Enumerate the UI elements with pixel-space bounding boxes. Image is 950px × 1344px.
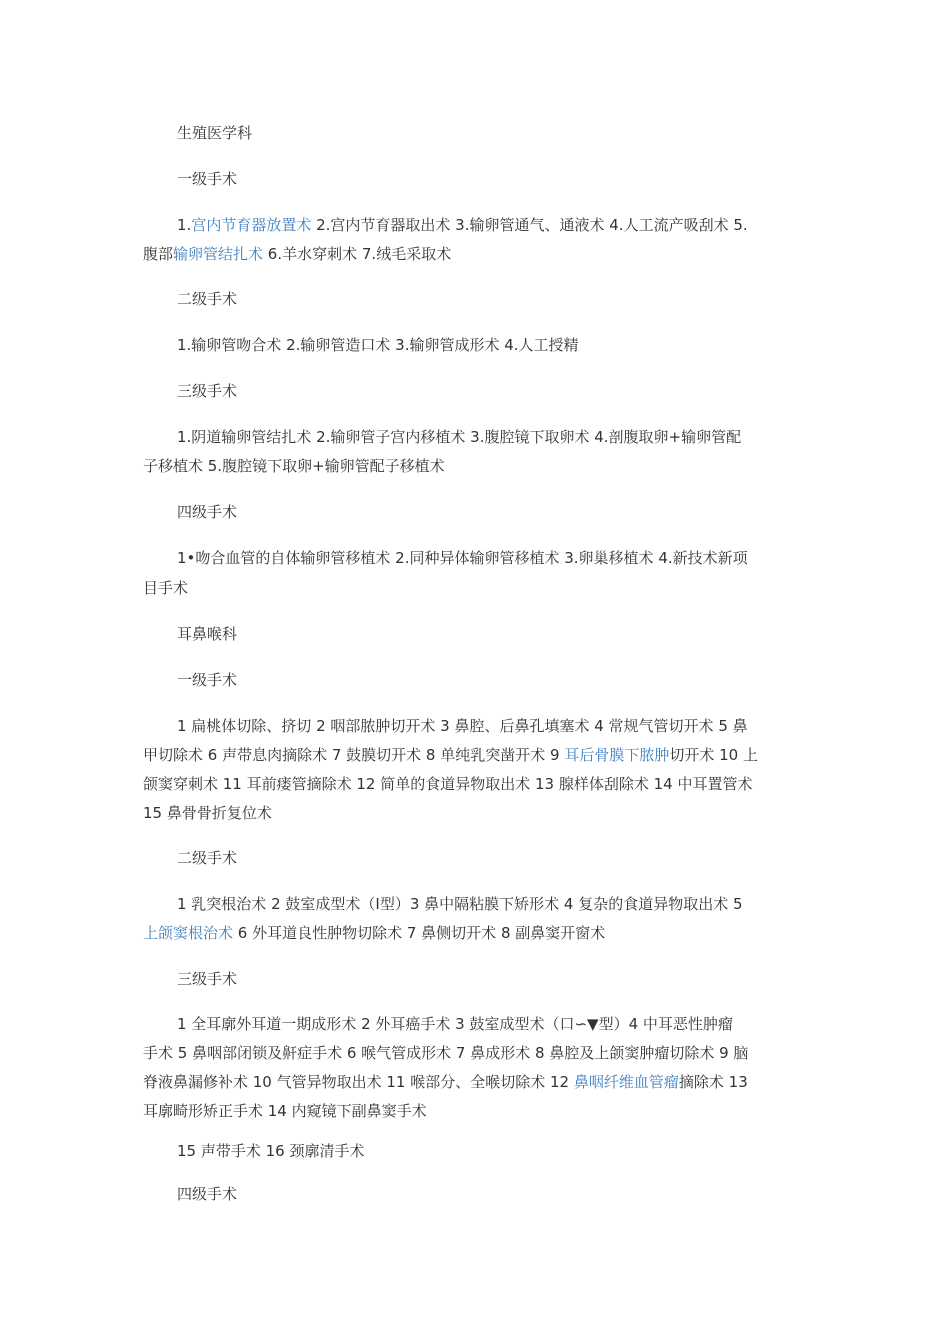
text-line: [143, 1101, 813, 1121]
text-run: 1 乳突根治术 2 鼓室成型术（Ⅰ型）3 鼻中隔粘膜下矫形术 4 复杂的食道异物取出术 5: [177, 895, 743, 913]
hyperlink-nasopharyngeal-angiofibroma[interactable]: 鼻咽纤维血管瘤: [573, 1073, 679, 1091]
text-run: 手术 5 鼻咽部闭锁及鼾症手术 6 喉气管成形术 7 鼻成形术 8 鼻腔及上颌窦肿瘤切除术 9 脑: [143, 1044, 749, 1062]
text-line: [143, 335, 813, 355]
text-run: 甲切除术 6 声带息肉摘除术 7 鼓膜切开术 8 单纯乳突凿开术 9: [143, 746, 565, 764]
text-line: [143, 1043, 813, 1063]
section-title: 耳鼻喉科: [177, 625, 238, 643]
text-run: 腹部: [143, 245, 174, 263]
level-heading: 一级手术: [177, 170, 238, 188]
text-run: 1 全耳廓外耳道一期成形术 2 外耳癌手术 3 鼓室成型术（口∽▼型）4 中耳恶性肿瘤: [177, 1015, 733, 1033]
text-line: [143, 548, 813, 568]
text-run: 摘除术 13: [678, 1073, 748, 1091]
text-run: 子移植术 5.腹腔镜下取卵+输卵管配子移植术: [143, 457, 445, 475]
text-run: 1.输卵管吻合术 2.输卵管造口术 3.输卵管成形术 4.人工授精: [177, 336, 579, 354]
section-title: 生殖医学科: [177, 124, 253, 142]
text-line: [143, 745, 813, 765]
text-line: [143, 244, 813, 264]
level-heading: 一级手术: [177, 671, 238, 689]
level-heading: 四级手术: [177, 503, 238, 521]
text-run: 目手术: [143, 579, 189, 597]
text-run: 15 鼻骨骨折复位术: [143, 804, 272, 822]
text-line: [143, 923, 813, 943]
text-run: 6 外耳道良性肿物切除术 7 鼻侧切开术 8 副鼻窦开窗术: [233, 924, 606, 942]
level-heading: 三级手术: [177, 970, 238, 988]
text-line: [143, 427, 813, 447]
level-heading: 三级手术: [177, 382, 238, 400]
text-line: [143, 1014, 813, 1034]
text-run: 6.羊水穿刺术 7.绒毛采取术: [263, 245, 452, 263]
hyperlink-subperiosteal-abscess[interactable]: 耳后骨膜下脓肿: [564, 746, 670, 764]
text-line: [143, 215, 813, 235]
text-run: 15 声带手术 16 颈廓清手术: [177, 1142, 365, 1160]
text-run: 耳廓畸形矫正手术 14 内窥镜下副鼻窦手术: [143, 1102, 427, 1120]
text-run: 1.: [177, 216, 192, 234]
text-run: 2.宫内节育器取出术 3.输卵管通气、通液术 4.人工流产吸刮术 5.: [311, 216, 748, 234]
text-line: [143, 456, 813, 476]
level-heading: 四级手术: [177, 1185, 238, 1203]
text-run: 1.阴道输卵管结扎术 2.输卵管子宫内移植术 3.腹腔镜下取卵术 4.剖腹取卵+输卵管配: [177, 428, 742, 446]
text-line: [143, 1072, 813, 1092]
text-run: 1 扁桃体切除、挤切 2 咽部脓肿切开术 3 鼻腔、后鼻孔填塞术 4 常规气管切开术 5 鼻: [177, 717, 748, 735]
hyperlink-radical-maxillary-sinus[interactable]: 上颌窦根治术: [143, 924, 234, 942]
text-line: [143, 1141, 813, 1161]
text-run: 脊液鼻漏修补术 10 气管异物取出术 11 喉部分、全喉切除术 12: [143, 1073, 574, 1091]
text-line: [143, 716, 813, 736]
level-heading: 二级手术: [177, 849, 238, 867]
hyperlink-iud-insertion[interactable]: 宫内节育器放置术: [191, 216, 312, 234]
text-line: [143, 894, 813, 914]
text-run: 切开术 10 上: [669, 746, 758, 764]
text-run: 1•吻合血管的自体输卵管移植术 2.同种异体输卵管移植术 3.卵巢移植术 4.新技术新项: [177, 549, 748, 567]
text-line: [143, 803, 813, 823]
text-line: [143, 578, 813, 598]
hyperlink-tubal-ligation[interactable]: 输卵管结扎术: [173, 245, 264, 263]
text-line: [143, 774, 813, 794]
text-run: 颌窦穿刺术 11 耳前瘘管摘除术 12 简单的食道异物取出术 13 腺样体刮除术 14 中耳置管术: [143, 775, 753, 793]
level-heading: 二级手术: [177, 290, 238, 308]
